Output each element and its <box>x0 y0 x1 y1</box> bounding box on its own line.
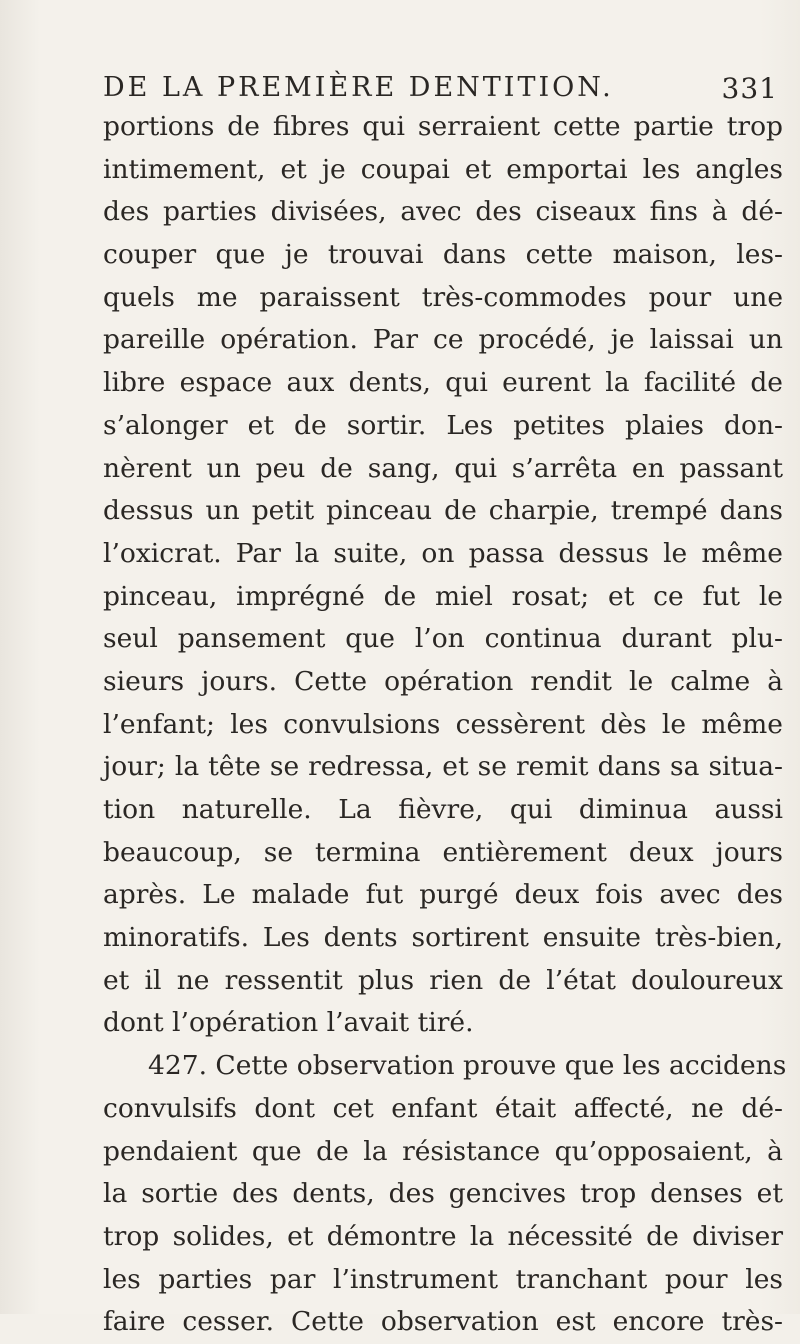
text-line: trop solides, et démontre la nécessité de diviser <box>103 1220 783 1252</box>
text-line: des parties divisées, avec des ciseaux fins à dé- <box>103 196 783 228</box>
text-line: quels me paraissent très-commodes pour une <box>103 281 783 313</box>
text-line: pinceau, imprégné de miel rosat; et ce fut le <box>103 580 783 612</box>
text-line: pareille opération. Par ce procédé, je laissai un <box>103 324 783 356</box>
text-line: dont l’opération l’avait tiré. <box>103 1007 474 1039</box>
text-line: nèrent un peu de sang, qui s’arrêta en passant <box>103 452 783 484</box>
text-line: s’alonger et de sortir. Les petites plaies don- <box>103 409 783 441</box>
text-line: les parties par l’instrument tranchant pour les <box>103 1263 783 1295</box>
text-line: après. Le malade fut purgé deux fois avec des <box>103 879 783 911</box>
text-line: l’enfant; les convulsions cessèrent dès le même <box>103 708 783 740</box>
text-line: intimement, et je coupai et emportai les angles <box>103 153 783 185</box>
text-line: la sortie des dents, des gencives trop denses et <box>103 1178 783 1210</box>
text-line: l’oxicrat. Par la suite, on passa dessus le même <box>103 537 783 569</box>
text-line: portions de fibres qui serraient cette partie trop <box>103 111 783 142</box>
text-line: faire cesser. Cette observation est encore très- <box>103 1306 783 1338</box>
paragraph-start-line: 427. Cette observation prouve que les accidens <box>148 1050 787 1082</box>
text-line: jour; la tête se redressa, et se remit dans sa situa- <box>103 751 783 783</box>
text-line: tion naturelle. La fièvre, qui diminua aussi <box>103 794 783 825</box>
running-head: DE LA PREMIÈRE DENTITION. <box>103 72 614 103</box>
text-line: et il ne ressentit plus rien de l’état douloureux <box>103 964 783 996</box>
text-line: dessus un petit pinceau de charpie, trempé dans <box>103 495 783 527</box>
text-line: beaucoup, se termina entièrement deux jours <box>103 836 783 868</box>
page-number: 331 <box>721 72 778 105</box>
text-line: sieurs jours. Cette opération rendit le calme à <box>103 665 783 697</box>
text-line: convulsifs dont cet enfant était affecté, ne dé- <box>103 1092 783 1124</box>
text-line: minoratifs. Les dents sortirent ensuite très-bien, <box>103 922 783 954</box>
text-line: libre espace aux dents, qui eurent la facilité de <box>103 367 783 399</box>
text-line: seul pansement que l’on continua durant plu- <box>103 623 783 655</box>
text-line: couper que je trouvai dans cette maison, les- <box>103 239 783 271</box>
body-text <box>103 106 787 1344</box>
text-line: pendaient que de la résistance qu’opposaient, à <box>103 1135 783 1167</box>
